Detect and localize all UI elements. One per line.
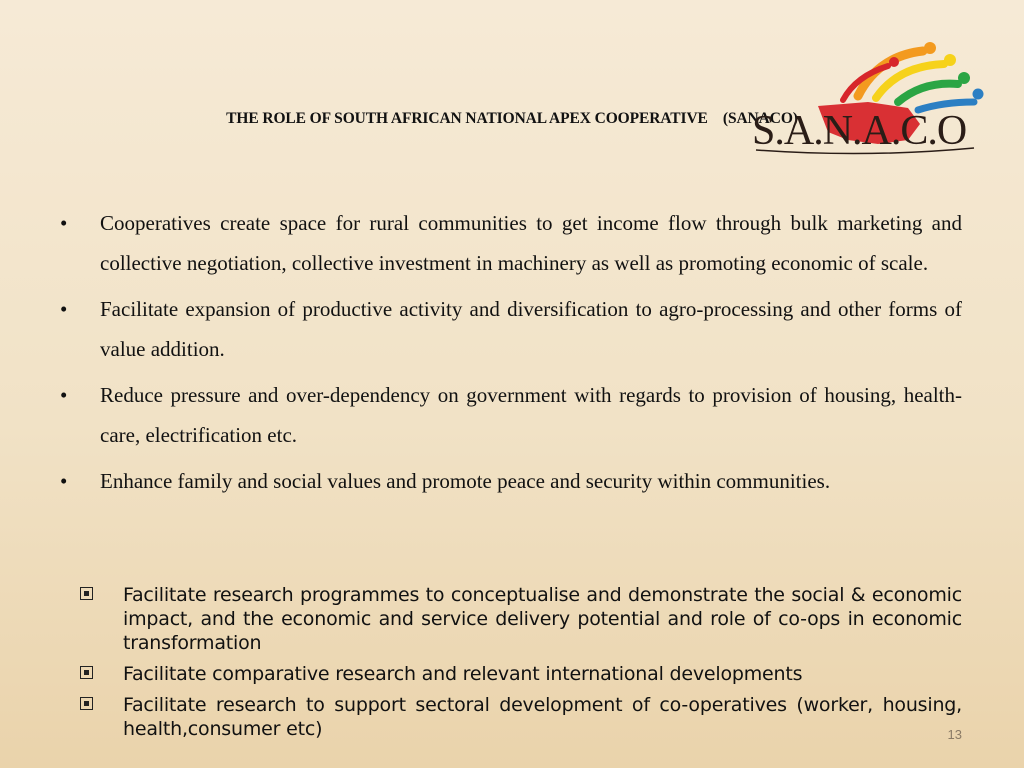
sub-bullet-item (80, 693, 962, 741)
bullet-text: Enhance family and social values and promote peace and security within communities. (100, 469, 831, 493)
bullet-item (58, 375, 962, 455)
main-bullet-list (58, 203, 962, 507)
bullet-item (58, 289, 962, 369)
sub-bullet-text: Facilitate research programmes to conceptualise and demonstrate the social & economic impact, and the economic and service delivery potential and role of co-ops in economic transformation (123, 584, 962, 654)
bullet-dot: • (60, 297, 68, 321)
sanaco-logo (748, 36, 984, 156)
sub-bullet-item (80, 662, 962, 686)
page-number: 13 (947, 727, 962, 742)
research-bullet-list (80, 583, 962, 748)
bullet-dot: • (60, 211, 68, 235)
square-bullet-icon (80, 587, 93, 600)
logo-lettering: S.A.N.A.C.O (752, 108, 967, 154)
slide-title: THE ROLE OF SOUTH AFRICAN NATIONAL APEX COOPERATIVE (SANACO) (226, 110, 798, 127)
sub-bullet-text: Facilitate comparative research and relevant international developments (123, 663, 803, 685)
bullet-item (58, 461, 962, 501)
bullet-item (58, 203, 962, 283)
bullet-dot: • (60, 383, 68, 407)
sub-bullet-item (80, 583, 962, 655)
bullet-text: Facilitate expansion of productive activity and diversification to agro-processing and other forms of value addition. (100, 297, 962, 361)
square-bullet-icon (80, 666, 93, 679)
sub-bullet-text: Facilitate research to support sectoral development of co-operatives (worker, housing, health,consumer etc) (123, 694, 962, 740)
square-bullet-icon (80, 697, 93, 710)
bullet-dot: • (60, 469, 68, 493)
bullet-text: Cooperatives create space for rural communities to get income flow through bulk marketing and collective negotiation, collective investment in machinery as well as promoting economic of scale. (100, 211, 962, 275)
bullet-text: Reduce pressure and over-dependency on government with regards to provision of housing, health-care, electrification etc. (100, 383, 962, 447)
figures-icon (843, 42, 984, 110)
